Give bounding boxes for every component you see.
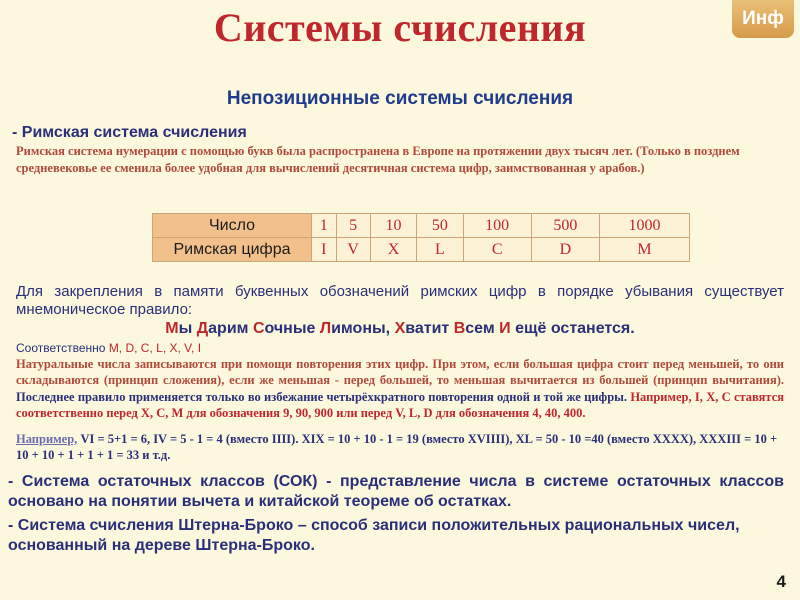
page-number: 4 — [776, 572, 786, 591]
sok-paragraph: - Система остаточных классов (СОК) - представление числа в системе остаточных классов основано на понятии вычета и китайской теореме об остатках. — [8, 473, 784, 510]
mnemonic-cap: М — [165, 320, 179, 337]
table-cell: 100 — [463, 214, 531, 238]
roman-description: Римская система нумерации с помощью букв была распространена в Европе на протяжении двух тысяч лет. (Только в позднем средневековье ее сменила более удобная для вычислений десятичная система цифр, заимствованная у арабов.) — [16, 144, 740, 175]
table-cell: X — [370, 238, 416, 262]
mnemonic-cap: В — [453, 320, 466, 337]
natural-numbers-paragraph — [16, 356, 784, 422]
mnemonic-rest: арим — [208, 320, 249, 337]
examples-paragraph — [16, 431, 784, 464]
correspondence-label: Соответственно — [16, 341, 106, 355]
natural-text-part1: Натуральные числа записываются при помощи повторения этих цифр. При этом, если большая цифра стоит перед меньшей, то они складываются (принцип сложения), если же меньшая - перед большей, то меньшая вычитается из большей (принцип вычитания). — [16, 357, 784, 388]
table-cell: 10 — [370, 214, 416, 238]
examples-text: VI = 5+1 = 6, IV = 5 - 1 = 4 (вместо IIII). XIX = 10 + 10 - 1 = 19 (вместо XVIIII), XL = 50 - 10 =40 (вместо XXXX), XXXIII = 10 + 10 + 10 + 1 + 1 + 1 = 33 и т.д. — [16, 432, 778, 463]
mnemonic-rest: ватит — [405, 320, 450, 337]
page-title: Системы счисления — [213, 5, 587, 50]
correspondence-letters: M, D, C, L, X, V, I — [108, 341, 202, 355]
table-cell: 5 — [336, 214, 370, 238]
natural-text-part2: Последнее правило применяется только во избежание четырёхкратного повторения одной и той же цифры. — [16, 389, 628, 404]
mnemonic-rest: имоны, — [331, 320, 391, 337]
row-header-roman: Римская цифра — [153, 238, 312, 262]
mnemonic-cap: Л — [319, 320, 332, 337]
table-cell: 50 — [417, 214, 463, 238]
corner-tab: Инф — [732, 0, 794, 38]
table-cell: 1000 — [599, 214, 689, 238]
stern-brocot-paragraph: - Система счисления Штерна-Броко – способ записи положительных рациональных чисел, основанный на дереве Штерна-Броко. — [8, 517, 740, 554]
natural-text-part3: Например, I, X, C ставятся соответственно перед X, C, M для обозначения 9, 90, 900 или перед V, L, D для обозначения 4, 40, 400. — [16, 389, 785, 421]
table-cell: C — [463, 238, 531, 262]
examples-label: Например, — [16, 432, 78, 446]
mnemonic-cap: Д — [196, 320, 209, 337]
mnemonic-rest: ещё останется. — [515, 320, 635, 337]
mnemonic-cap: С — [252, 320, 265, 337]
table-row-romans — [153, 238, 690, 262]
mnemonic-rest: сем — [465, 320, 495, 337]
mnemonic-cap: Х — [394, 320, 406, 337]
table-cell: 1 — [312, 214, 337, 238]
mnemonic-rule — [0, 320, 800, 338]
table-cell: D — [531, 238, 599, 262]
roman-numeral-table — [152, 213, 690, 262]
table-cell: V — [336, 238, 370, 262]
correspondence-line — [16, 341, 784, 355]
table-cell: 500 — [531, 214, 599, 238]
mnemonic-rest: очные — [264, 320, 316, 337]
table-cell: L — [417, 238, 463, 262]
mnemonic-cap: И — [499, 320, 511, 337]
mnemonic-intro: Для закрепления в памяти буквенных обозначений римских цифр в порядке убывания существует мнемоническое правило: — [16, 283, 784, 318]
page-subtitle: Непозиционные системы счисления — [226, 88, 574, 109]
mnemonic-rest: ы — [178, 320, 193, 337]
roman-heading: - Римская система счисления — [12, 124, 247, 141]
table-cell: M — [599, 238, 689, 262]
table-cell: I — [312, 238, 337, 262]
row-header-number: Число — [153, 214, 312, 238]
table-row-numbers — [153, 214, 690, 238]
